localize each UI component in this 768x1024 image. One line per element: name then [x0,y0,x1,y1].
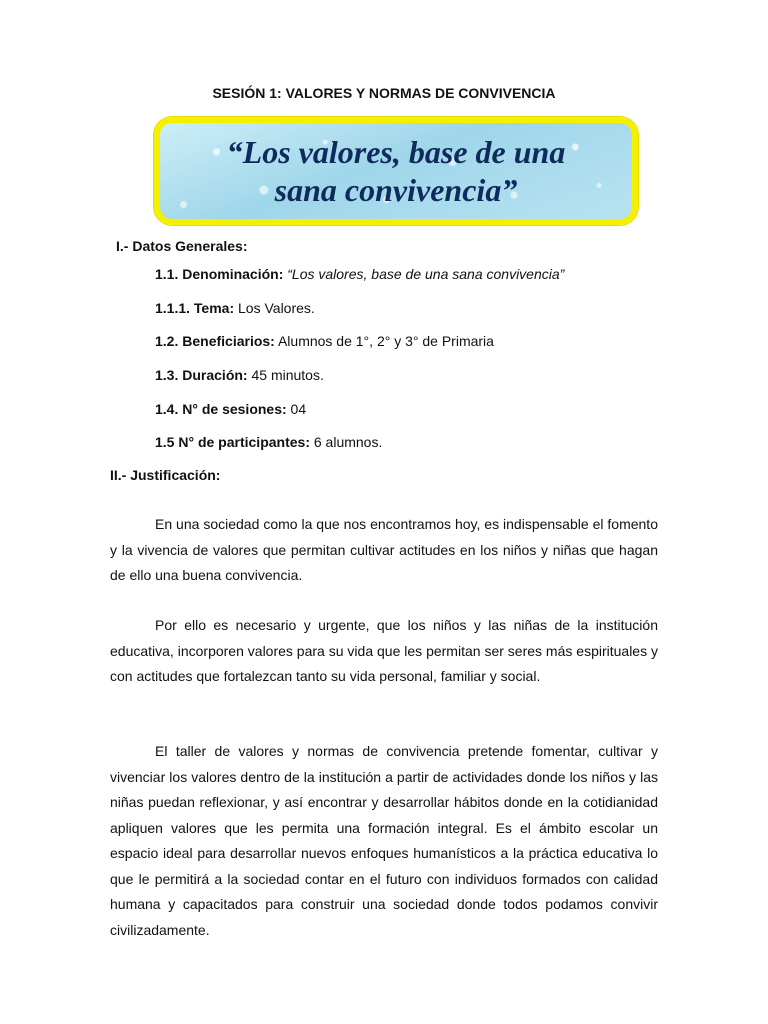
banner-line-2: sana convivencia” [274,172,518,208]
item-label: 1.5 N° de participantes: [155,434,310,450]
item-label: 1.3. Duración: [155,367,248,383]
item-value: Los Valores. [238,300,315,316]
section-heading-justificacion: II.- Justificación: [110,467,221,483]
item-label: 1.4. N° de sesiones: [155,401,287,417]
item-label: 1.2. Beneficiarios: [155,333,275,349]
banner-line-1: “Los valores, base de una [226,134,566,170]
item-label: 1.1.1. Tema: [155,300,235,316]
item-value: 04 [290,401,307,417]
item-denominacion [155,266,564,282]
item-duracion [155,367,324,383]
item-value: 6 alumnos. [313,434,383,450]
session-title: SESIÓN 1: VALORES Y NORMAS DE CONVIVENCIA [212,85,556,101]
section-heading-datos-generales: I.- Datos Generales: [116,238,248,254]
paragraph-1: En una sociedad como la que nos encontramos hoy, es indispensable el fomento y la vivencia de valores que permitan cultivar actitudes en los niños y niñas que hagan de ello una buena convivencia. [110,516,658,583]
item-participantes [155,434,382,450]
item-label: 1.1. Denominación: [155,266,284,282]
item-value: 45 minutos. [251,367,324,383]
paragraph-3: El taller de valores y normas de convivencia pretende fomentar, cultivar y vivenciar los valores dentro de la institución a partir de actividades donde los niños y las niñas puedan reflexionar, y así encontrar y desarrollar hábitos donde en la cotidianidad apliquen valores que les permita una formación integral. Es el ámbito escolar un espacio ideal para desarrollar nuevos enfoques humanísticos a la práctica educativa lo que le permitirá a la sociedad contar en el futuro con individuos formados con calidad humana y capacitados para construir una sociedad donde todos podamos convivir civilizadamente. [110,743,658,938]
item-beneficiarios [155,333,494,349]
item-value: Alumnos de 1°, 2° y 3° de Primaria [277,333,494,349]
item-sesiones [155,401,306,417]
item-tema [155,300,315,316]
item-value: “Los valores, base de una sana convivencia” [287,266,565,282]
title-banner [154,117,638,225]
paragraph-2: Por ello es necesario y urgente, que los niños y las niñas de la institución educativa, incorporen valores para su vida que les permitan ser seres más espirituales y con actitudes que fortalezcan tanto su vida personal, familiar y social. [110,617,658,684]
